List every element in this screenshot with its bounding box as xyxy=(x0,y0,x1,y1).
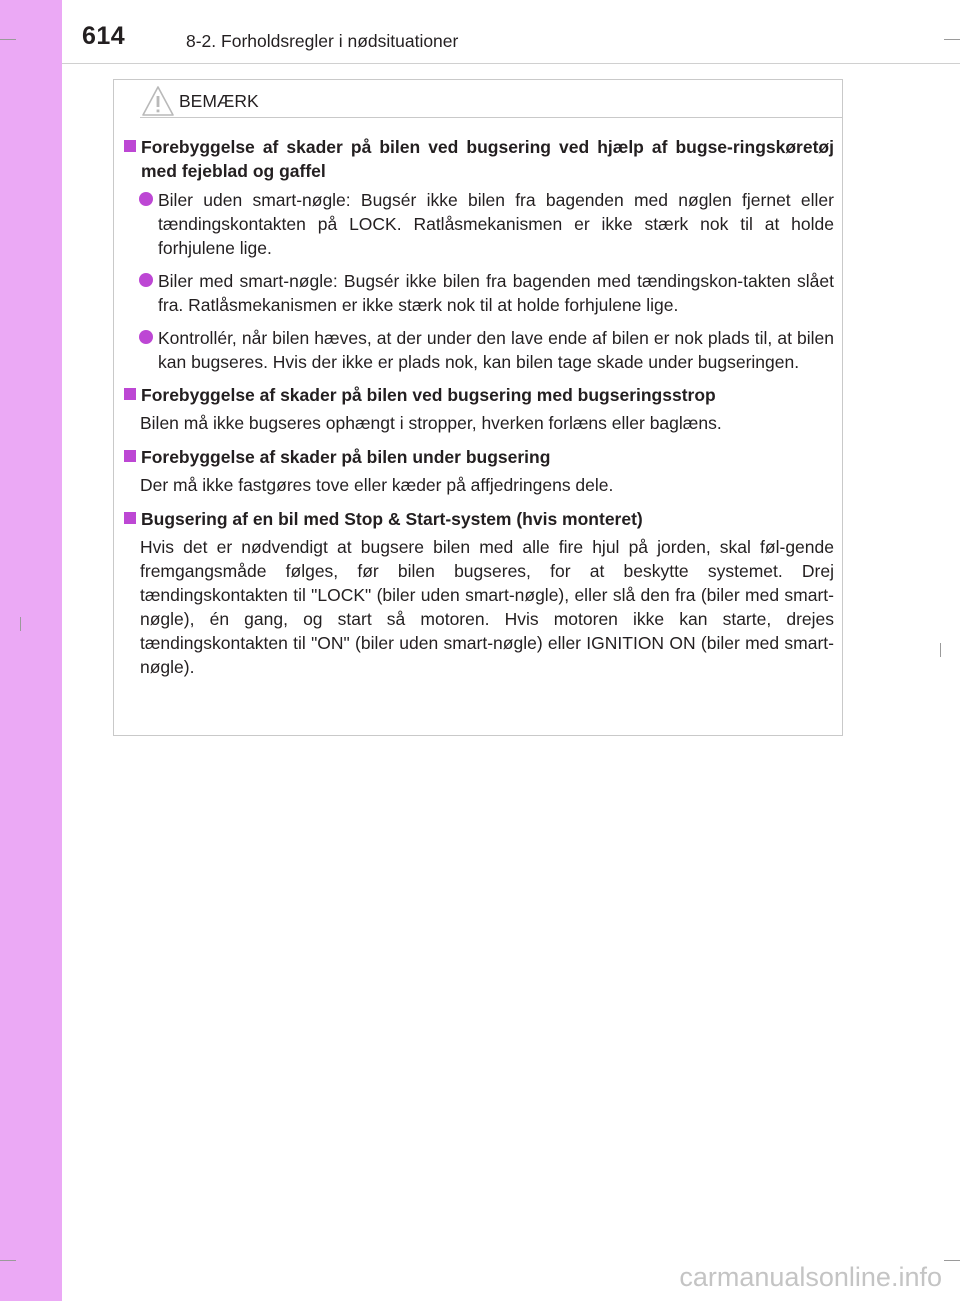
notice-section xyxy=(124,383,834,435)
bullet-item xyxy=(124,326,834,374)
notice-section xyxy=(124,135,834,374)
section-title: 8-2. Forholdsregler i nødsituationer xyxy=(186,31,459,51)
crop-mark xyxy=(0,39,16,40)
round-bullet-icon xyxy=(139,273,153,287)
bullet-text: Kontrollér, når bilen hæves, at der under den lave ende af bilen er nok plads til, at bilen kan bugseres. Hvis der ikke er plads nok, kan bilen tage skade under bugseringen. xyxy=(158,328,834,372)
section-heading-text: Forebyggelse af skader på bilen ved bugsering ved hjælp af bugse-ringskøretøj med fejeblad og gaffel xyxy=(141,137,834,181)
section-heading xyxy=(124,507,834,531)
square-bullet-icon xyxy=(124,512,136,524)
page-number: 614 xyxy=(82,22,126,50)
crop-mark xyxy=(944,39,960,40)
square-bullet-icon xyxy=(124,450,136,462)
crop-mark xyxy=(0,1260,16,1261)
section-text: Hvis det er nødvendigt at bugsere bilen med alle fire hjul på jorden, skal føl-gende fremgangsmåde følges, før bilen bugseres, for at beskytte systemet. Drej tændingskontakten til "LOCK" (biler uden smart-nøgle), eller slå den fra (biler med smart-nøgle), én gang, og start så motoren. Hvis motoren ikke kan starte, drejes tændingskontakten til "ON" (biler uden smart-nøgle) eller IGNITION ON (biler med smart-nøgle). xyxy=(140,537,834,677)
section-heading-text: Forebyggelse af skader på bilen under bugsering xyxy=(141,447,551,467)
round-bullet-icon xyxy=(139,192,153,206)
crop-mark xyxy=(940,643,941,657)
round-bullet-icon xyxy=(139,330,153,344)
section-heading xyxy=(124,383,834,407)
square-bullet-icon xyxy=(124,140,136,152)
watermark-text: carmanualsonline.info xyxy=(679,1262,942,1292)
notice-section xyxy=(124,445,834,497)
notice-section xyxy=(124,507,834,679)
notice-header-rule xyxy=(140,117,842,118)
section-heading-text: Forebyggelse af skader på bilen ved bugsering med bugseringsstrop xyxy=(141,385,716,405)
square-bullet-icon xyxy=(124,388,136,400)
section-text: Bilen må ikke bugseres ophængt i stropper, hverken forlæns eller baglæns. xyxy=(140,413,722,433)
section-heading xyxy=(124,135,834,183)
bullet-text: Biler uden smart-nøgle: Bugsér ikke bilen fra bagenden med nøglen fjernet eller tændingskontakten på LOCK. Ratlåsmekanismen er ikke stærk nok til at holde forhjulene lige. xyxy=(158,190,834,258)
section-heading xyxy=(124,445,834,469)
notice-content xyxy=(124,135,834,689)
crop-mark xyxy=(20,617,21,631)
warning-triangle-icon xyxy=(141,84,175,118)
bullet-text: Biler med smart-nøgle: Bugsér ikke bilen fra bagenden med tændingskon-takten slået fra. Ratlåsmekanismen er ikke stærk nok til at holde forhjulene lige. xyxy=(158,271,834,315)
section-text: Der må ikke fastgøres tove eller kæder på affjedringens dele. xyxy=(140,475,614,495)
bullet-item xyxy=(124,188,834,260)
bullet-item xyxy=(124,269,834,317)
crop-mark xyxy=(944,1260,960,1261)
side-color-band xyxy=(0,0,62,1301)
section-heading-text: Bugsering af en bil med Stop & Start-system (hvis monteret) xyxy=(141,509,643,529)
notice-box xyxy=(113,79,843,736)
header-divider xyxy=(62,63,960,64)
notice-header xyxy=(141,84,259,118)
notice-label: BEMÆRK xyxy=(179,90,259,111)
